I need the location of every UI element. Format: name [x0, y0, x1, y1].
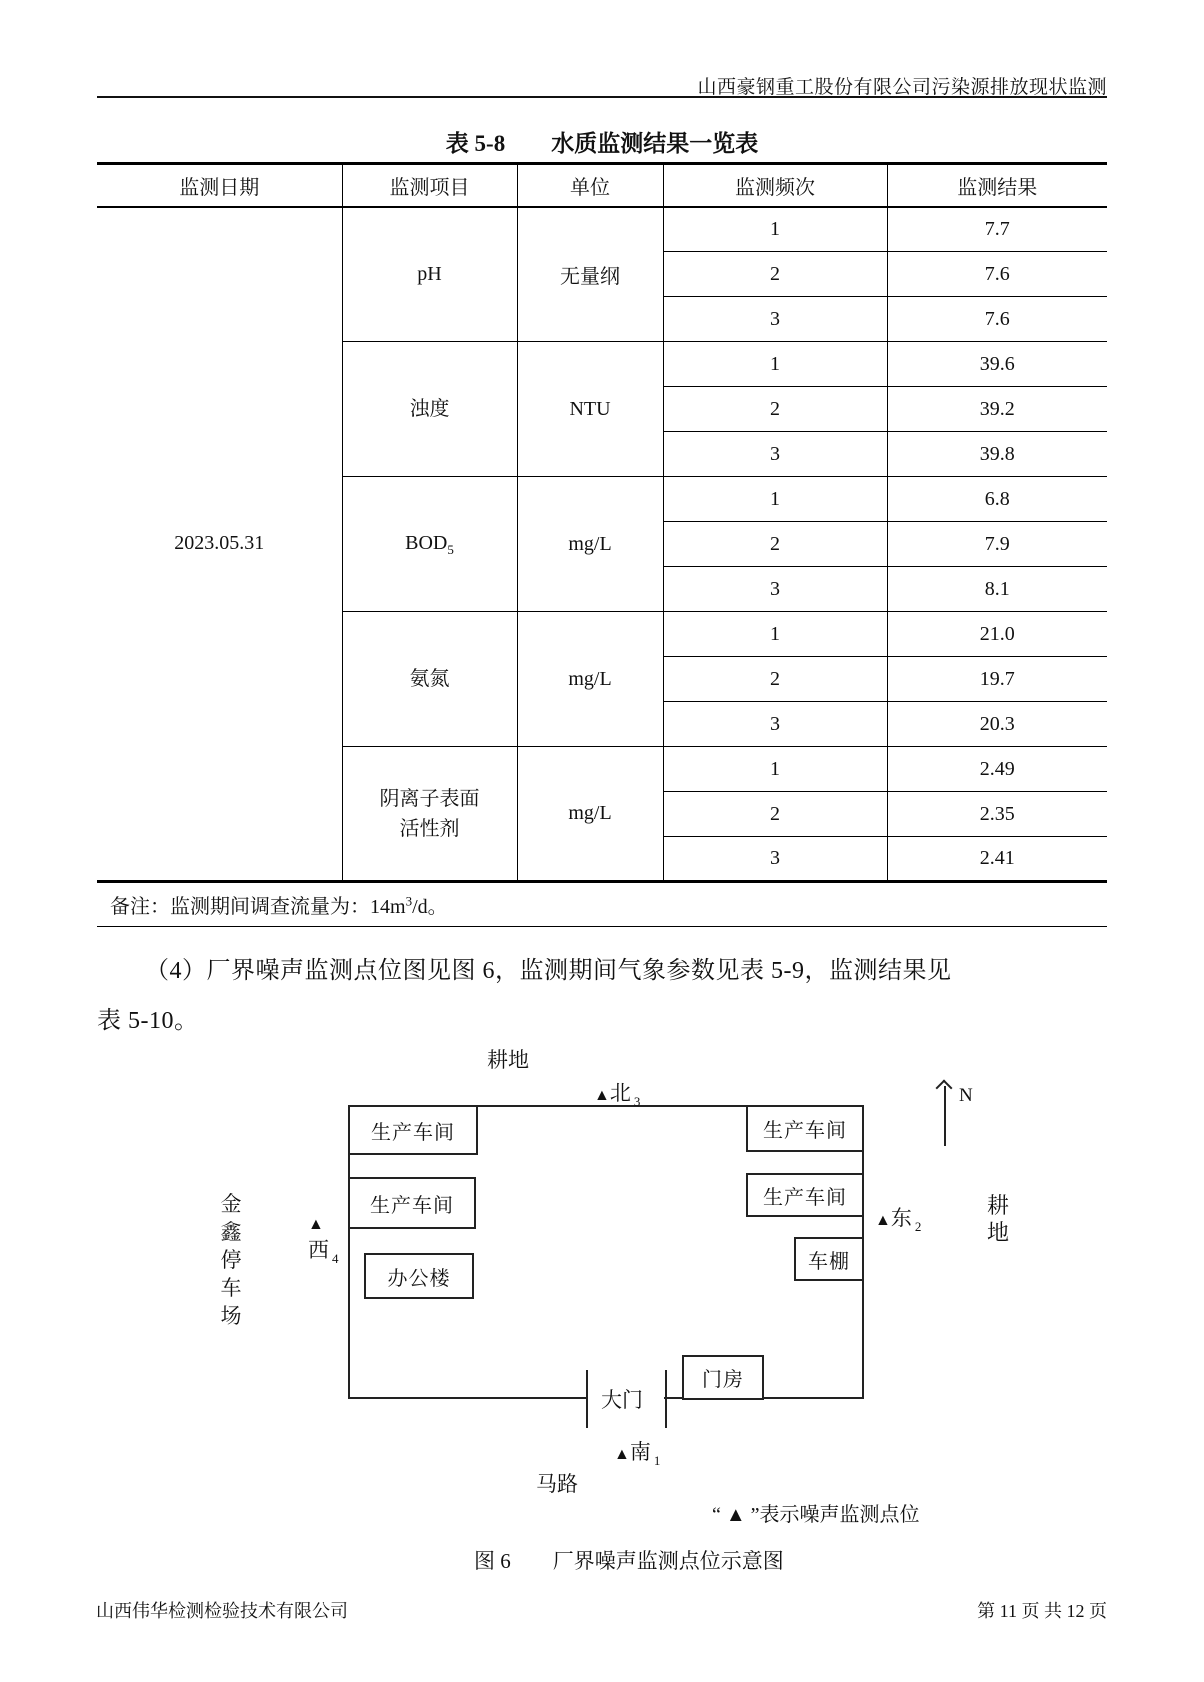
result-cell: 7.6	[887, 297, 1107, 342]
date-cell: 2023.05.31	[97, 207, 342, 882]
column-header: 监测结果	[887, 164, 1107, 207]
frequency-cell: 2	[663, 522, 887, 567]
footer-page-number: 第 11 页 共 12 页	[977, 1601, 1107, 1621]
item-cell	[342, 207, 517, 342]
result-cell: 39.2	[887, 387, 1107, 432]
triangle-marker-icon: ▲	[308, 1216, 324, 1233]
frequency-cell: 1	[663, 747, 887, 792]
unit-cell: 无量纲	[517, 207, 663, 342]
frequency-cell: 1	[663, 207, 887, 252]
unit-cell: mg/L	[517, 477, 663, 612]
frequency-cell: 1	[663, 477, 887, 522]
compass-n-label: N	[959, 1085, 973, 1106]
table-header-row	[97, 164, 1107, 207]
column-header: 监测日期	[97, 164, 342, 207]
item-label: 浊度	[409, 398, 450, 420]
frequency-cell: 2	[663, 252, 887, 297]
building-workshop-mid-right	[746, 1173, 864, 1217]
north-label: 北	[609, 1081, 631, 1105]
item-cell	[342, 477, 517, 612]
frequency-cell: 2	[663, 387, 887, 432]
frequency-cell: 3	[663, 567, 887, 612]
building-workshop-top-left	[348, 1105, 478, 1155]
result-cell: 2.41	[887, 837, 1107, 882]
building-label: 车棚	[808, 1250, 850, 1273]
building-label: 生产车间	[763, 1120, 847, 1142]
building-label: 生产车间	[763, 1186, 847, 1209]
south-label: 南	[629, 1440, 651, 1464]
result-cell: 39.6	[887, 342, 1107, 387]
result-cell: 39.8	[887, 432, 1107, 477]
result-cell: 7.9	[887, 522, 1107, 567]
frequency-cell: 1	[663, 342, 887, 387]
remark-cell: 备注：监测期间调查流量为：$14m^3/d$。	[97, 882, 1107, 927]
farmland-right-label: 耕地	[986, 1193, 1009, 1245]
building-label: 生产车间	[371, 1121, 455, 1144]
result-cell: 2.35	[887, 792, 1107, 837]
building-office	[364, 1253, 474, 1299]
north-sub: 3	[633, 1094, 641, 1109]
item-cell	[342, 342, 517, 477]
west-label: 西	[308, 1238, 329, 1262]
gate-post-right	[665, 1370, 667, 1428]
parking-lot-label: 金鑫停车场	[220, 1192, 242, 1328]
frequency-cell: 1	[663, 612, 887, 657]
compass-arrow-head-icon	[936, 1080, 953, 1097]
frequency-cell: 3	[663, 432, 887, 477]
east-label: 东	[890, 1206, 912, 1230]
triangle-marker-icon: ▲	[614, 1446, 630, 1463]
diagram-legend: “ ▲ ”表示噪声监测点位	[712, 1504, 920, 1526]
header-rule	[97, 96, 1107, 98]
building-label: 门房	[702, 1369, 744, 1391]
remark-row	[97, 882, 1107, 927]
gate-label: 大门	[601, 1388, 643, 1412]
building-workshop-mid-left	[348, 1177, 476, 1229]
frequency-cell: 3	[663, 702, 887, 747]
frequency-cell: 2	[663, 657, 887, 702]
page-header-title: 山西豪钢重工股份有限公司污染源排放现状监测	[697, 77, 1107, 98]
south-sub: 1	[653, 1453, 661, 1468]
frequency-cell: 3	[663, 837, 887, 882]
unit-cell: NTU	[517, 342, 663, 477]
triangle-marker-icon: ▲	[594, 1087, 610, 1104]
figure-caption: 图 6 厂界噪声监测点位示意图	[474, 1549, 784, 1573]
building-gatehouse	[682, 1355, 764, 1400]
item-label: pH	[417, 263, 442, 286]
item-cell	[342, 747, 517, 882]
paragraph-line-1: （4）厂界噪声监测点位图见图 6，监测期间气象参数见表 5-9，监测结果见	[145, 958, 952, 984]
item-label: $BOD_5$	[405, 532, 454, 558]
result-cell: 6.8	[887, 477, 1107, 522]
frequency-cell: 2	[663, 792, 887, 837]
gate-post-left	[586, 1370, 588, 1428]
result-cell: 2.49	[887, 747, 1107, 792]
unit-cell: mg/L	[517, 612, 663, 747]
body-paragraph	[97, 946, 1109, 1046]
unit-cell: mg/L	[517, 747, 663, 882]
north-monitoring-point	[594, 1077, 640, 1110]
frequency-cell: 3	[663, 297, 887, 342]
result-cell: 19.7	[887, 657, 1107, 702]
noise-monitoring-diagram	[0, 1040, 1204, 1526]
column-header: 单位	[517, 164, 663, 207]
east-sub: 2	[914, 1219, 922, 1234]
paragraph-line-2: 表 5-10。	[97, 1008, 199, 1034]
result-cell: 21.0	[887, 612, 1107, 657]
item-label: 阴离子表面活性剂	[379, 787, 480, 840]
building-label: 生产车间	[370, 1194, 454, 1217]
column-header: 监测频次	[663, 164, 887, 207]
south-monitoring-point	[614, 1436, 660, 1469]
footer-company: 山西伟华检测检验技术有限公司	[96, 1601, 348, 1621]
water-quality-table	[97, 162, 1107, 927]
result-cell: 20.3	[887, 702, 1107, 747]
result-cell: 8.1	[887, 567, 1107, 612]
west-sub: 4	[332, 1251, 339, 1266]
item-cell	[342, 612, 517, 747]
farmland-top-label: 耕地	[487, 1048, 529, 1072]
east-monitoring-point	[875, 1202, 921, 1235]
triangle-marker-icon: ▲	[875, 1212, 891, 1229]
building-shed	[794, 1237, 864, 1281]
column-header: 监测项目	[342, 164, 517, 207]
building-label: 办公楼	[387, 1267, 451, 1290]
item-label: 氨氮	[409, 668, 450, 690]
result-cell: 7.6	[887, 252, 1107, 297]
building-workshop-top-right	[746, 1105, 864, 1152]
road-label: 马路	[536, 1472, 578, 1496]
table-title: 表 5-8 水质监测结果一览表	[445, 131, 759, 156]
result-cell: 7.7	[887, 207, 1107, 252]
west-monitoring-point	[308, 1216, 339, 1267]
table-row	[97, 207, 1107, 252]
